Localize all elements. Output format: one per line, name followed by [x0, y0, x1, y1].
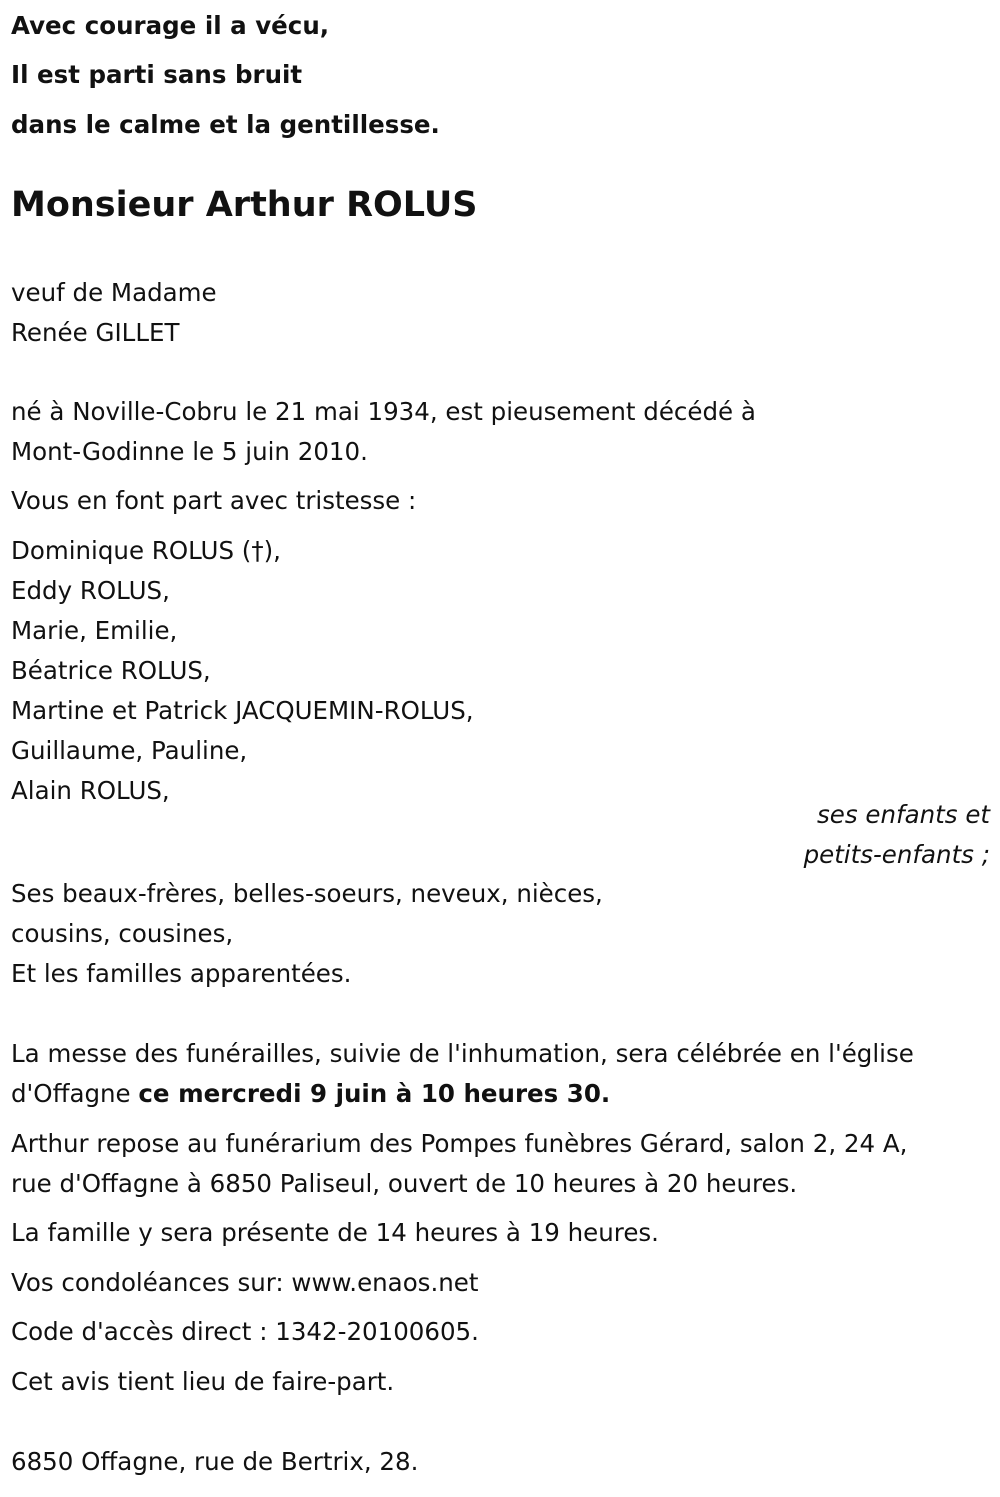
family-member: Dominique ROLUS (†),	[11, 536, 281, 565]
widower-line-1: veuf de Madame	[11, 278, 217, 307]
deceased-name: Monsieur Arthur ROLUS	[11, 185, 478, 225]
funeral-line-1: La messe des funérailles, suivie de l'inhumation, sera célébrée en l'église	[11, 1039, 914, 1068]
relatives-line-1: Ses beaux-frères, belles-soeurs, neveux, nièces,	[11, 879, 603, 908]
birth-death-line-1: né à Noville-Cobru le 21 mai 1934, est pieusement décédé à	[11, 397, 756, 426]
birth-death-line-2: Mont-Godinne le 5 juin 2010.	[11, 437, 368, 466]
announce-intro: Vous en font part avec tristesse :	[11, 486, 417, 515]
notice-line: Cet avis tient lieu de faire-part.	[11, 1367, 395, 1396]
access-code: Code d'accès direct : 1342-20100605.	[11, 1317, 479, 1346]
relatives-line-2: cousins, cousines,	[11, 919, 234, 948]
poem-line-2: Il est parti sans bruit	[11, 60, 303, 89]
funerarium-line-2: rue d'Offagne à 6850 Paliseul, ouvert de 10 heures à 20 heures.	[11, 1169, 798, 1198]
funeral-date: ce mercredi 9 juin à 10 heures 30.	[138, 1079, 611, 1108]
family-member: Alain ROLUS,	[11, 776, 170, 805]
family-member: Eddy ROLUS,	[11, 576, 170, 605]
funeral-line-2	[11, 1078, 610, 1110]
relatives-line-3: Et les familles apparentées.	[11, 959, 352, 988]
family-member: Guillaume, Pauline,	[11, 736, 248, 765]
family-member: Martine et Patrick JACQUEMIN-ROLUS,	[11, 696, 474, 725]
family-role-line-1: ses enfants et	[817, 800, 990, 829]
address-line: 6850 Offagne, rue de Bertrix, 28.	[11, 1447, 419, 1476]
condolences-line: Vos condoléances sur: www.enaos.net	[11, 1268, 479, 1297]
poem-line-3: dans le calme et la gentillesse.	[11, 110, 440, 139]
family-role-line-2: petits-enfants ;	[803, 840, 990, 869]
funeral-place: d'Offagne	[11, 1079, 139, 1108]
family-member: Béatrice ROLUS,	[11, 656, 211, 685]
family-presence: La famille y sera présente de 14 heures à 19 heures.	[11, 1218, 659, 1247]
funerarium-line-1: Arthur repose au funérarium des Pompes funèbres Gérard, salon 2, 24 A,	[11, 1129, 908, 1158]
poem-line-1: Avec courage il a vécu,	[11, 11, 330, 40]
widower-line-2: Renée GILLET	[11, 318, 180, 347]
family-member: Marie, Emilie,	[11, 616, 178, 645]
